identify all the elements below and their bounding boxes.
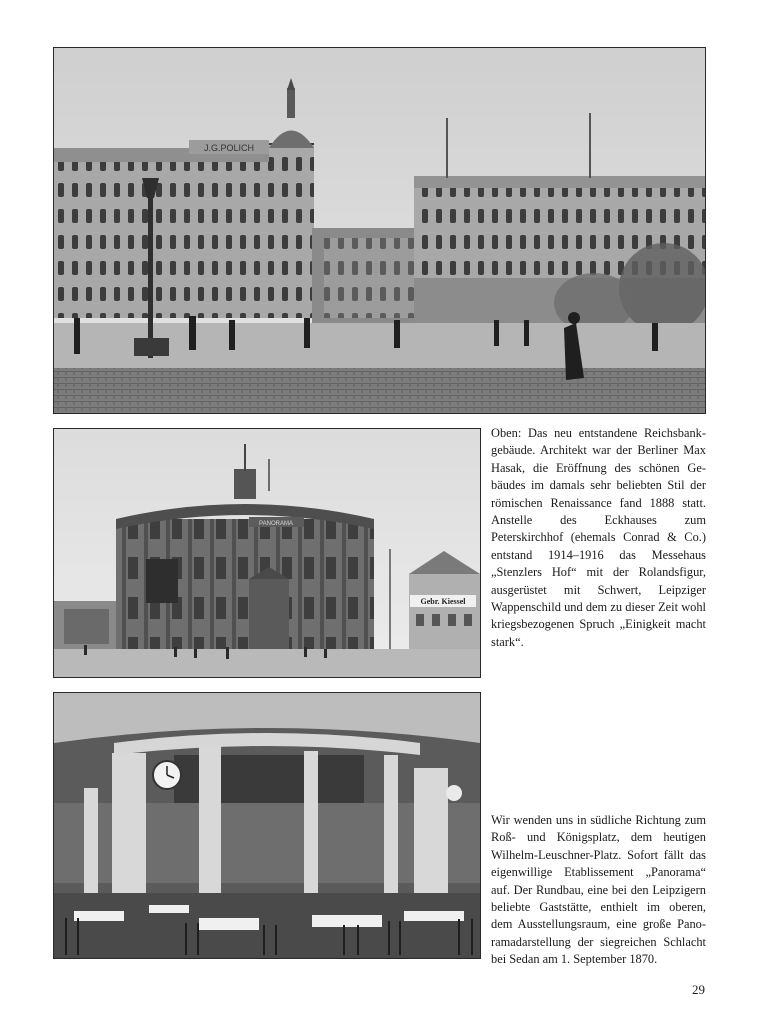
building-sign: J.G.POLICH [203,143,255,153]
page-number: 29 [692,982,705,997]
photo-reichsbank-square [53,47,706,414]
photo-panorama-building-image [54,429,480,677]
photo-panorama-interior [53,692,481,959]
photo-panorama-interior-image [54,693,480,958]
caption-panorama: Wir wenden uns in südliche Richtung zum Roß- und Königsplatz, dem heutigen Wilhelm-Leuschner-Platz. Sofort fällt das eigenwillige Etablissement „Panorama“ auf. Der Rundbau, eine bei den Leipzigern beliebte Gaststätte, enthielt im oberen, dem Ausstellungsraum, eine große Panoramadarstellung der siegreichen Schlacht bei Sedan am 1. September 1870. [491,813,706,967]
shop-sign: Gebr. Kiessel [420,597,466,606]
caption-reichsbank: Oben: Das neu entstandene Reichsbankgebäude. Architekt war der Berliner Max Hasak, die Eröffnung des schönen Gebäudes im damals sehr beliebten Stil der römischen Renaissance fand 1888 statt. Anstelle des Eckhauses zum Peterskirchhof (ehemals Conrad & Co.) entstand 1914–1916 das Messehaus „Stenzlers Hof“ mit der Rolandsfigur, ausgerüstet mit Schwert, Leipziger Wappenschild und dem zu dieser Zeit wohl kriegsbezogenen Spruch „Einigkeit macht stark“. [491,426,706,649]
photo-panorama-building [53,428,481,678]
photo-reichsbank-square-image [54,48,705,413]
drum-inscription: PANORAMA [259,521,293,527]
